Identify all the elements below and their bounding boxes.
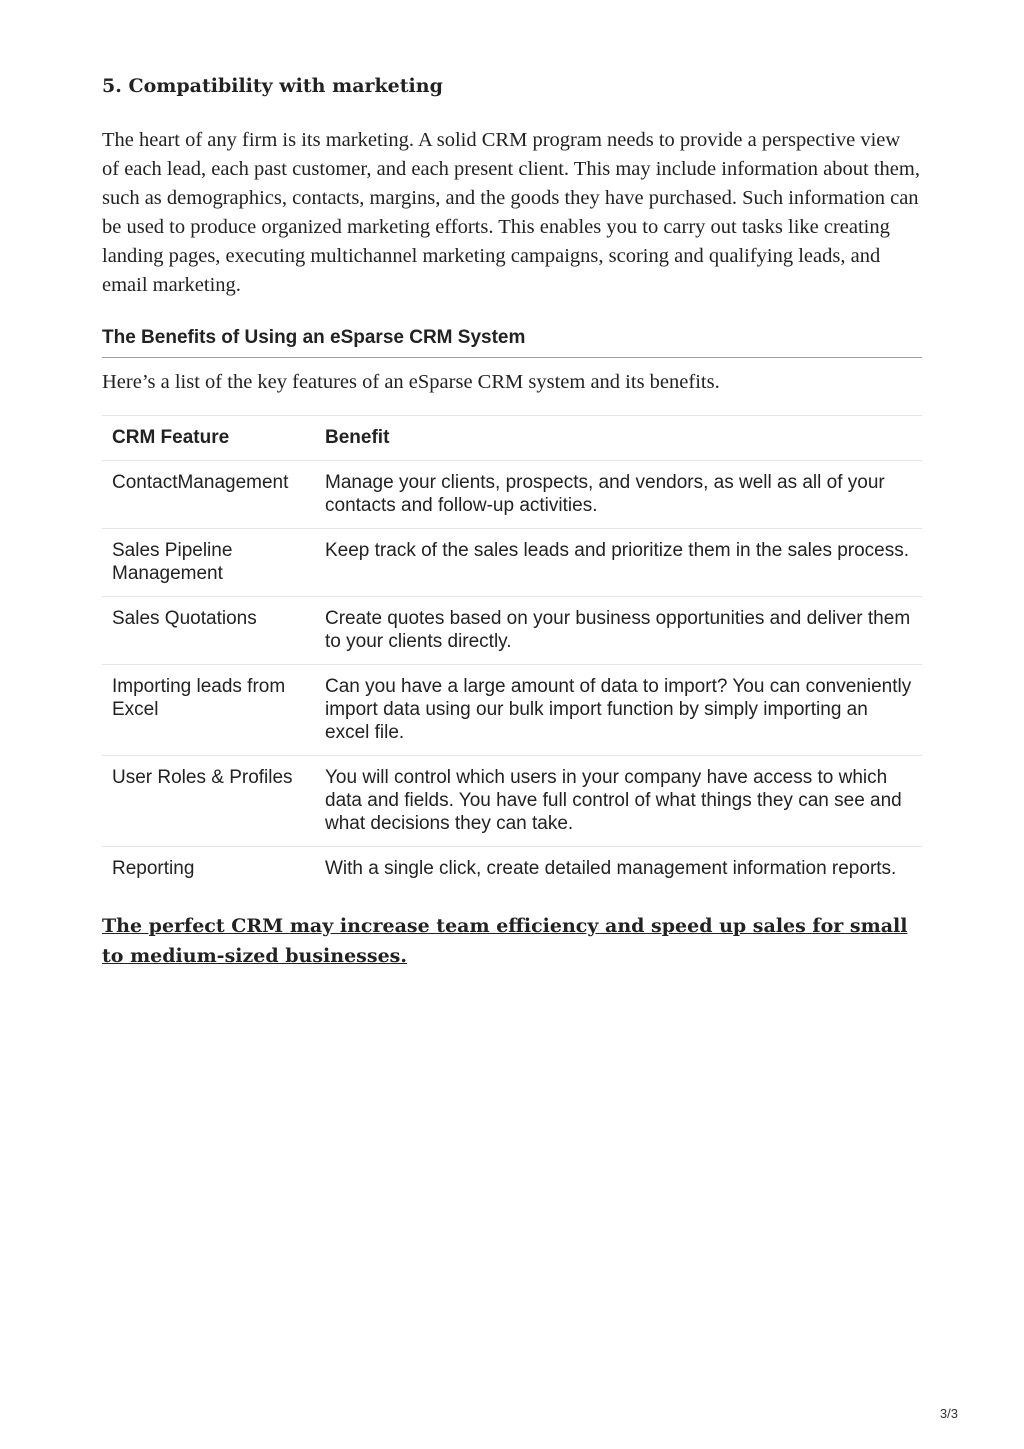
table-row — [102, 461, 922, 529]
document-page — [102, 72, 922, 971]
feature-cell: Sales Pipeline Management — [102, 529, 315, 597]
closing-link[interactable]: The perfect CRM may increase team efficiency and speed up sales for small to medium-sized businesses. — [102, 915, 908, 967]
feature-cell: Importing leads from Excel — [102, 665, 315, 756]
feature-cell: Reporting — [102, 847, 315, 892]
benefit-cell: Create quotes based on your business opportunities and deliver them to your clients directly. — [315, 597, 922, 665]
feature-cell: User Roles & Profiles — [102, 756, 315, 847]
benefit-cell: Manage your clients, prospects, and vendors, as well as all of your contacts and follow-up activities. — [315, 461, 922, 529]
table-header-row — [102, 416, 922, 461]
benefit-cell: Keep track of the sales leads and prioritize them in the sales process. — [315, 529, 922, 597]
feature-cell: Sales Quotations — [102, 597, 315, 665]
section-paragraph: The heart of any firm is its marketing. A solid CRM program needs to provide a perspective view of each lead, each past customer, and each present client. This may include information about them, such as demographics, contacts, margins, and the goods they have purchased. Such information can be used to produce organized marketing efforts. This enables you to carry out tasks like creating landing pages, executing multichannel marketing campaigns, scoring and qualifying leads, and email marketing. — [102, 129, 920, 296]
table-row — [102, 529, 922, 597]
benefit-cell: You will control which users in your company have access to which data and fields. You have full control of what things they can see and what decisions they can take. — [315, 756, 922, 847]
page-number: 3/3 — [939, 1406, 958, 1421]
table-row — [102, 847, 922, 892]
benefits-intro: Here’s a list of the key features of an eSparse CRM system and its benefits. — [102, 371, 720, 393]
table-row — [102, 665, 922, 756]
features-table — [102, 415, 922, 891]
benefits-heading: The Benefits of Using an eSparse CRM System — [102, 326, 922, 358]
benefit-cell: Can you have a large amount of data to import? You can conveniently import data using our bulk import function by simply importing an excel file. — [315, 665, 922, 756]
benefit-cell: With a single click, create detailed management information reports. — [315, 847, 922, 892]
header-feature: CRM Feature — [102, 416, 315, 461]
table-row — [102, 597, 922, 665]
table-row — [102, 756, 922, 847]
header-benefit: Benefit — [315, 416, 922, 461]
feature-cell: ContactManagement — [102, 461, 315, 529]
section-heading: 5. Compatibility with marketing — [102, 75, 443, 97]
